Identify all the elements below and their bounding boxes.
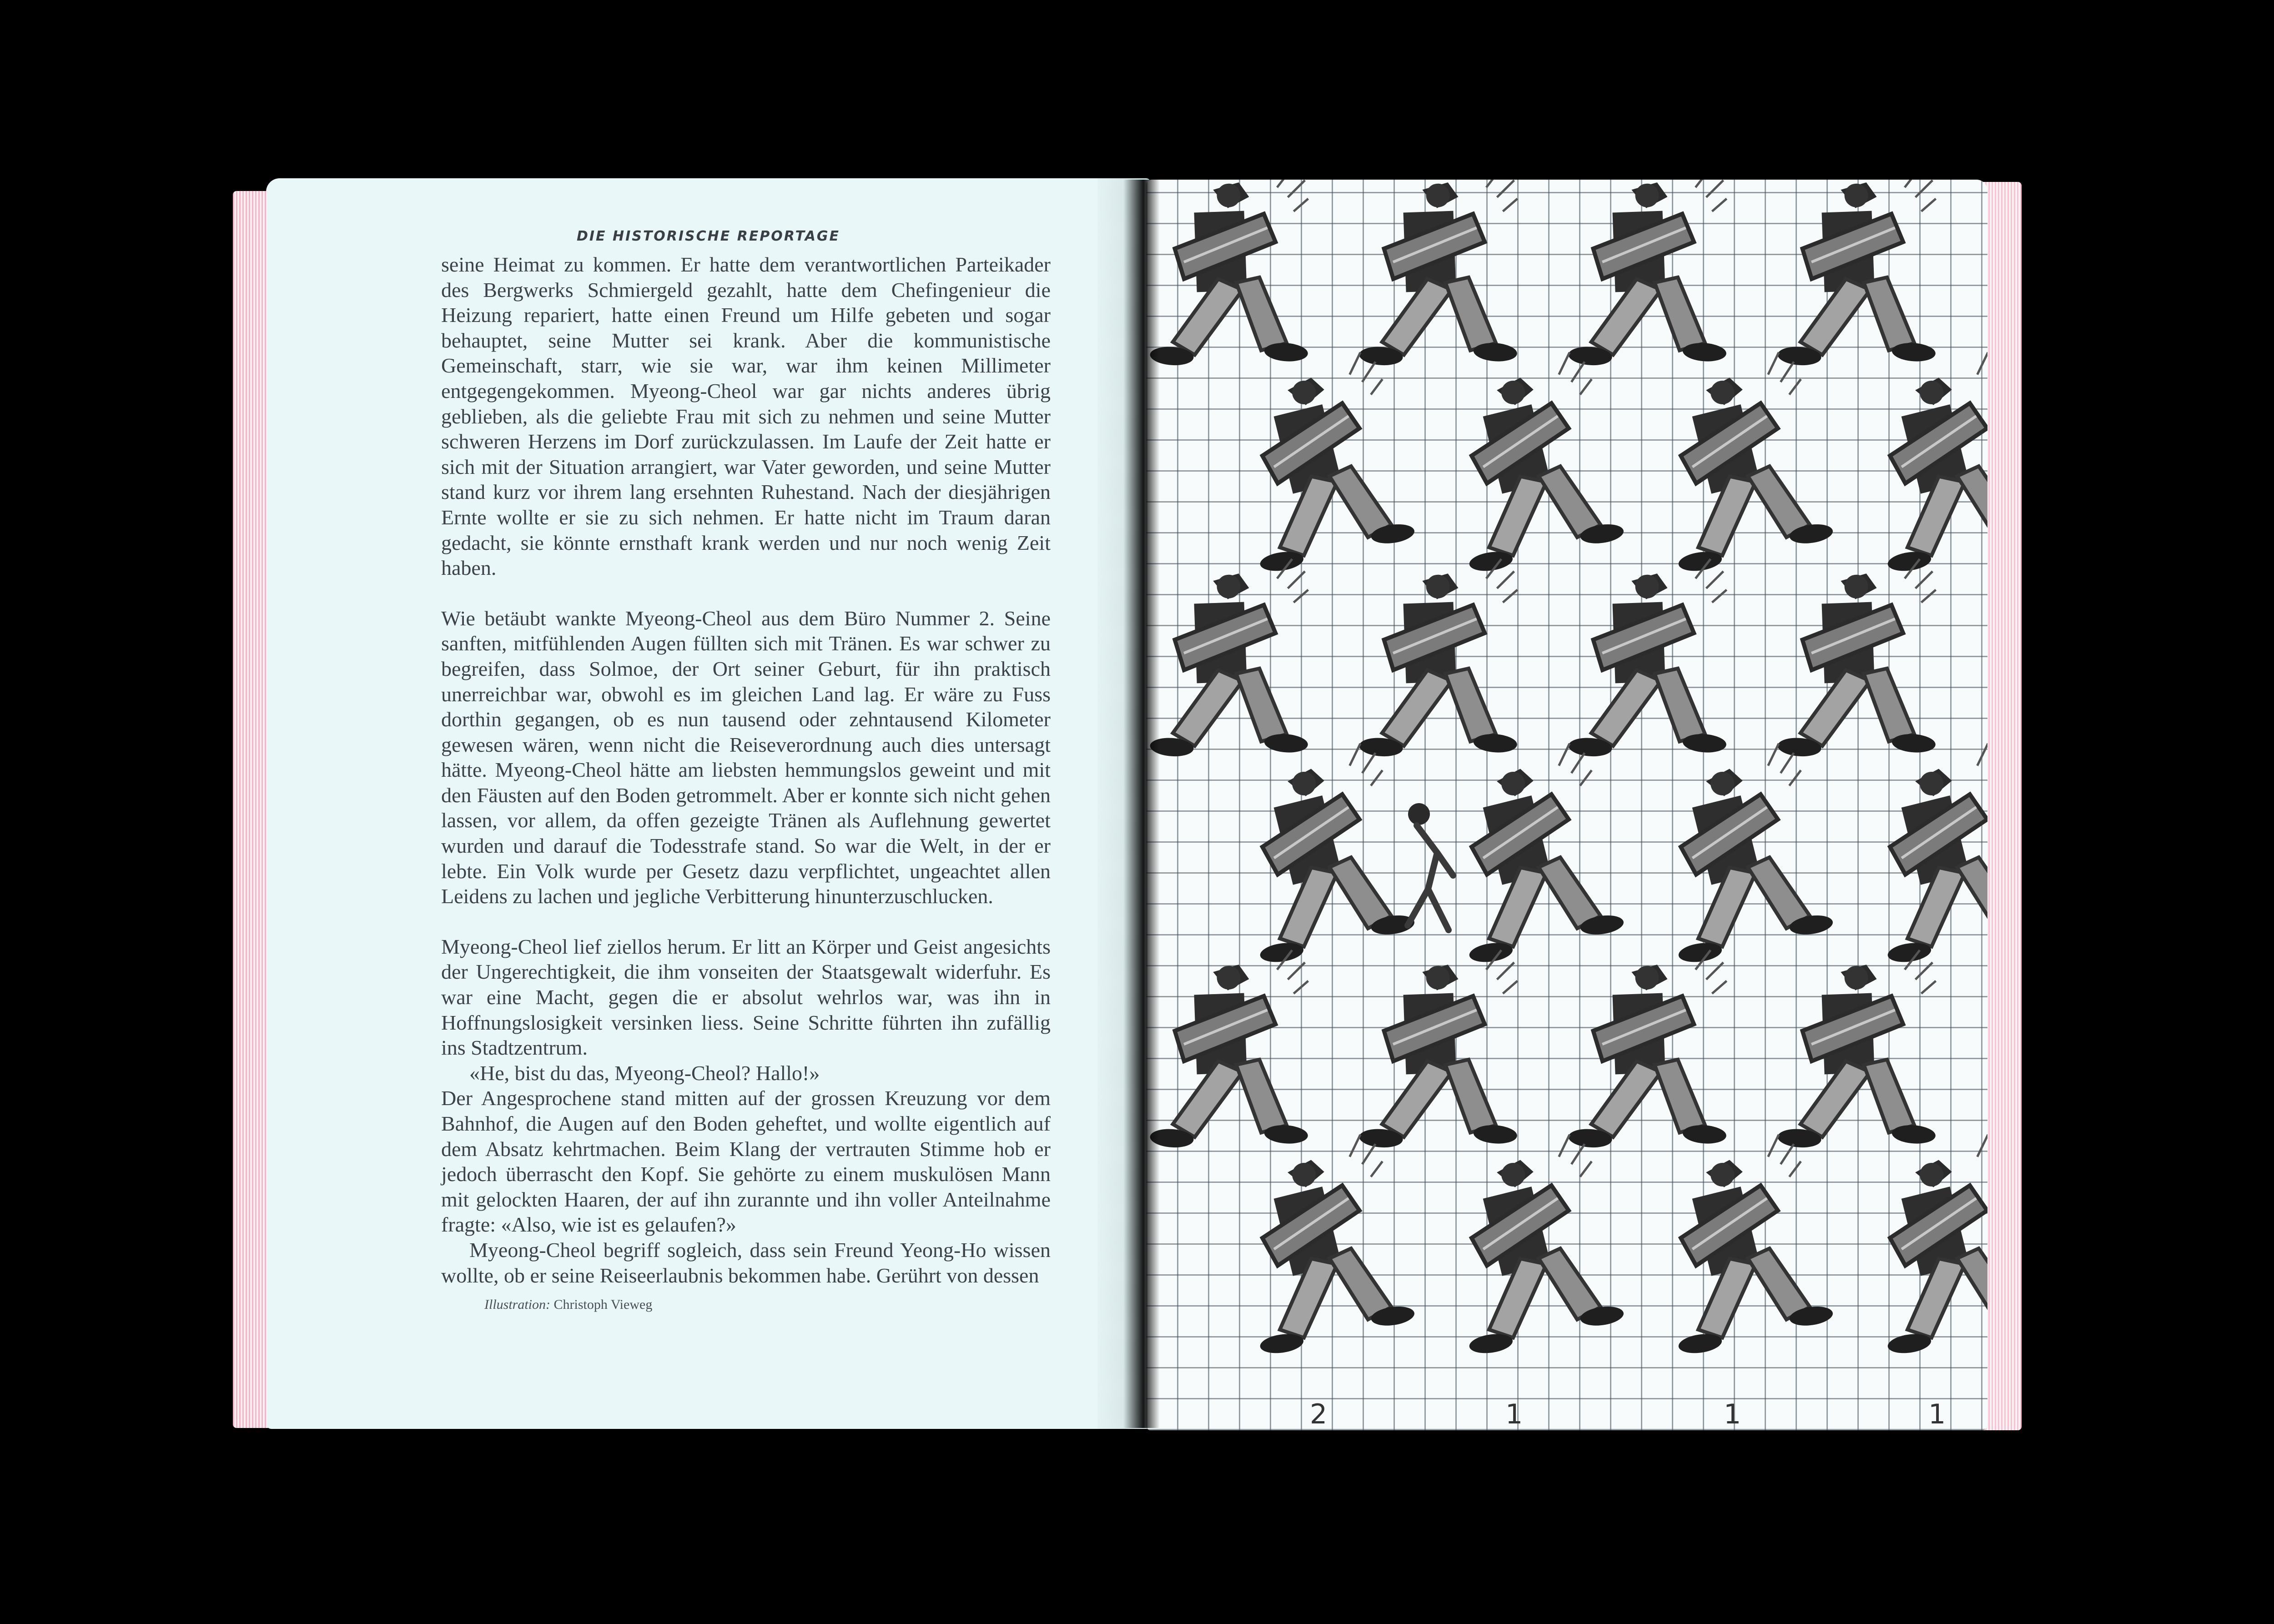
- marching-figure: [1149, 180, 1321, 375]
- corner-number-3: 1: [1724, 1398, 1741, 1430]
- marching-figure: [1568, 180, 1739, 375]
- marching-figure: [1233, 739, 1417, 965]
- marching-figure: [1442, 348, 1626, 573]
- marching-figure: [1568, 941, 1739, 1157]
- marching-figure: [1358, 941, 1530, 1157]
- marching-figure: [1651, 348, 1836, 573]
- marching-figure: [1861, 348, 1987, 573]
- right-page: [1146, 180, 1987, 1430]
- book-gutter: [1123, 180, 1160, 1428]
- marching-figure: [1651, 739, 1836, 965]
- paragraph-5: Der Angesprochene stand mitten auf der grossen Kreuzung vor dem Bahnhof, die Augen auf den Boden geheftet, und wollte eigentlich auf dem Absatz kehrtmachen. Beim Klang der vertrauten Stimme hob er jedoch überrascht den Kopf. Sie gehörte zu einem muskulösen Mann mit gelockten Haaren, der auf ihn zurannte und ihn voller Anteilnahme fragte: «Also, wie ist es gelaufen?»: [441, 1086, 1051, 1237]
- marching-figure: [1442, 739, 1626, 965]
- marching-figures-pattern-icon: [1146, 180, 1987, 1430]
- marching-figure: [1149, 941, 1321, 1157]
- figure-grid: [1149, 180, 1987, 1356]
- corner-number-2: 1: [1505, 1398, 1523, 1430]
- marching-figure: [1233, 1131, 1417, 1356]
- marching-figure: [1149, 550, 1321, 766]
- paragraph-4: «He, bist du das, Myeong-Cheol? Hallo!»: [469, 1061, 820, 1085]
- corner-number-4: 1: [1928, 1398, 1946, 1430]
- credit-label: Illustration:: [484, 1297, 551, 1312]
- marching-figure: [1861, 1131, 1987, 1356]
- illustration-credit: [484, 1297, 652, 1312]
- paragraph-3: Myeong-Cheol lief ziellos herum. Er litt an Körper und Geist angesichts der Ungerechtigkeit, die ihm vonseiten der Staatsgewalt widerfuhr. Es war eine Macht, gegen die er absolut wehrlos war, was ihn in Hoffnungslosigkeit versinken liess. Seine Schritte führten ihn zufällig ins Stadtzentrum.: [441, 935, 1051, 1060]
- walking-man-figure: [1408, 803, 1453, 930]
- marching-figure: [1442, 1131, 1626, 1356]
- paragraph-6: Myeong-Cheol begriff sogleich, dass sein Freund Yeong-Ho wissen wollte, ob er seine Reiseerlaubnis bekommen habe. Gerührt von dessen: [441, 1238, 1051, 1287]
- marching-figure: [1651, 1131, 1836, 1356]
- body-text: [441, 252, 1051, 1288]
- marching-figure: [1358, 180, 1530, 375]
- marching-figure: [1568, 550, 1739, 766]
- corner-number-1: 2: [1310, 1398, 1328, 1430]
- paragraph-2: Wie betäubt wankte Myeong-Cheol aus dem Büro Nummer 2. Seine sanften, mitfühlenden Augen füllten sich mit Tränen. Es war schwer zu begreifen, dass Solmoe, der Ort seiner Geburt, für ihn praktisch unerreichbar war, obwohl es im gleichen Land lag. Er wäre zu Fuss dorthin gegangen, ob es nun tausend oder zehntausend Kilometer gewesen wären, wenn nicht die Reiseverordnung auch dies untersagt hätte. Myeong-Cheol hätte am liebsten hemmungslos geweint und mit den Fäusten auf den Boden getrommelt. Aber er konnte sich nicht gehen lassen, vor allem, da offen gezeigte Tränen als Auflehnung gewertet wurden und darauf die Todesstrafe stand. So war die Welt, in der er lebte. Ein Volk wurde per Gesetz dazu verpflichtet, ungeachtet allen Leidens zu lachen und jegliche Verbitterung hinunterzuschlucken.: [441, 606, 1051, 908]
- marching-figure: [1358, 550, 1530, 766]
- marching-figure: [1861, 739, 1987, 965]
- running-head: DIE HISTORISCHE REPORTAGE: [576, 228, 840, 244]
- marching-figure: [1777, 180, 1948, 375]
- marching-figure: [1777, 941, 1948, 1157]
- paragraph-1: seine Heimat zu kommen. Er hatte dem verantwortlichen Parteikader des Bergwerks Schmiergeld gezahlt, hatte dem Chefingenieur die Heizung repariert, hatte einen Freund um Hilfe gebeten und sogar behauptet, seine Mutter sei krank. Aber die kommunistische Gemeinschaft, starr, wie sie war, war ihm keinen Millimeter entgegengekommen. Myeong-Cheol war gar nichts anderes übrig geblieben, als die geliebte Frau mit sich zu nehmen und seine Mutter schweren Herzens im Dorf zurückzulassen. Im Laufe der Zeit hatte er sich mit der Situation arrangiert, war Vater geworden, und seine Mutter stand kurz vor ihrem lang ersehnten Ruhestand. Nach der diesjährigen Ernte wollte er sie zu sich nehmen. Er hatte nicht im Traum daran gedacht, sie könnte ernsthaft krank werden und nur noch wenig Zeit haben.: [441, 253, 1051, 580]
- left-page: [266, 178, 1151, 1429]
- marching-figure: [1233, 348, 1417, 573]
- marching-figure: [1777, 550, 1948, 766]
- credit-name: Christoph Vieweg: [553, 1297, 653, 1312]
